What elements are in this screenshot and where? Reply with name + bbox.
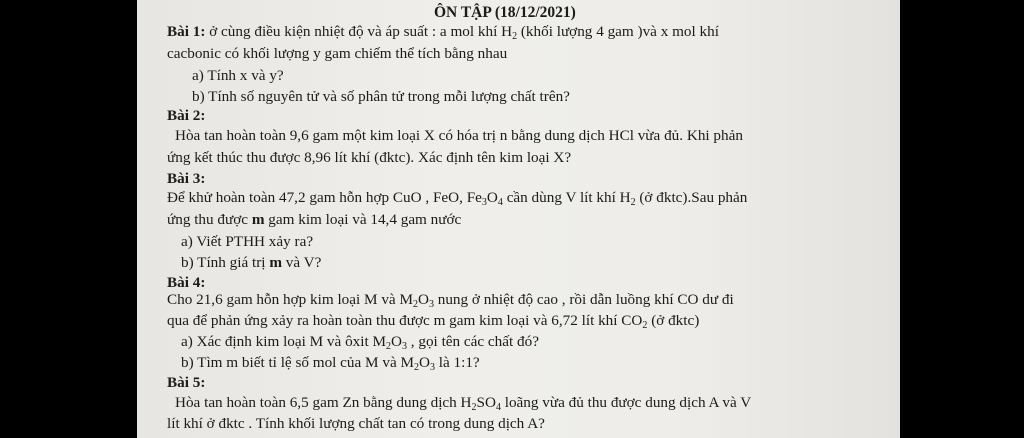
problem-5-label: Bài 5: (167, 374, 206, 391)
problem-4-line-2: qua để phản ứng xảy ra hoàn toàn thu được m gam kim loại và 6,72 lít khí $CO_2$ (ở đktc) (167, 312, 700, 331)
problem-4-part-b: b) Tìm m biết tỉ lệ số mol của M và $M_2O_3$ là 1:1? (181, 354, 480, 373)
problem-4-label: Bài 4: (167, 274, 206, 291)
problem-1-label: Bài 1: (167, 23, 206, 40)
problem-5-line-1: Hòa tan hoàn toàn 6,5 gam Zn bằng dung dịch $H_2SO_4$ loãng vừa đủ thu được dung dịch A và V (175, 394, 752, 413)
problem-3-part-a: a) Viết PTHH xảy ra? (181, 233, 314, 250)
problem-2-label: Bài 2: (167, 107, 206, 124)
problem-2-line-2: ứng kết thúc thu được 8,96 lít khí (đktc). Xác định tên kim loại X? (167, 149, 572, 166)
problem-3-line-1: Để khử hoàn toàn 47,2 gam hỗn hợp CuO , FeO, $Fe_3O_4$ cần dùng V lít khí $H_2$ (ở đktc).Sau phản (167, 189, 748, 208)
problem-3-line-2: ứng thu được m gam kim loại và 14,4 gam nước (167, 211, 462, 228)
problem-2-line-1: Hòa tan hoàn toàn 9,6 gam một kim loại X có hóa trị n bằng dung dịch HCl vừa đủ. Khi phản (175, 127, 743, 144)
page-title: ÔN TẬP (18/12/2021) (434, 4, 576, 21)
problem-5-line-2: lít khí ở đktc . Tính khối lượng chất tan có trong dung dịch A? (167, 415, 545, 432)
problem-4-line-1: Cho 21,6 gam hỗn hợp kim loại M và $M_2O_3$ nung ở nhiệt độ cao , rồi dẫn luồng khí CO dư đi (167, 291, 734, 310)
problem-1-part-b: b) Tính số nguyên tử và số phân tử trong mỗi lượng chất trên? (192, 88, 570, 105)
problem-3-part-b: b) Tính giá trị m và V? (181, 254, 322, 271)
problem-4-part-a: a) Xác định kim loại M và ôxit $M_2O_3$ , gọi tên các chất đó? (181, 333, 539, 352)
problem-3-label: Bài 3: (167, 170, 206, 187)
document-page (137, 0, 900, 438)
problem-1-part-a: a) Tính x và y? (192, 67, 284, 84)
problem-1-line-2: cacbonic có khối lượng y gam chiếm thể tích bằng nhau (167, 45, 508, 62)
problem-1-line-1: Bài 1: ở cùng điều kiện nhiệt độ và áp suất : a mol khí $H_2$ (khối lượng 4 gam )và x mol khí (167, 23, 719, 42)
